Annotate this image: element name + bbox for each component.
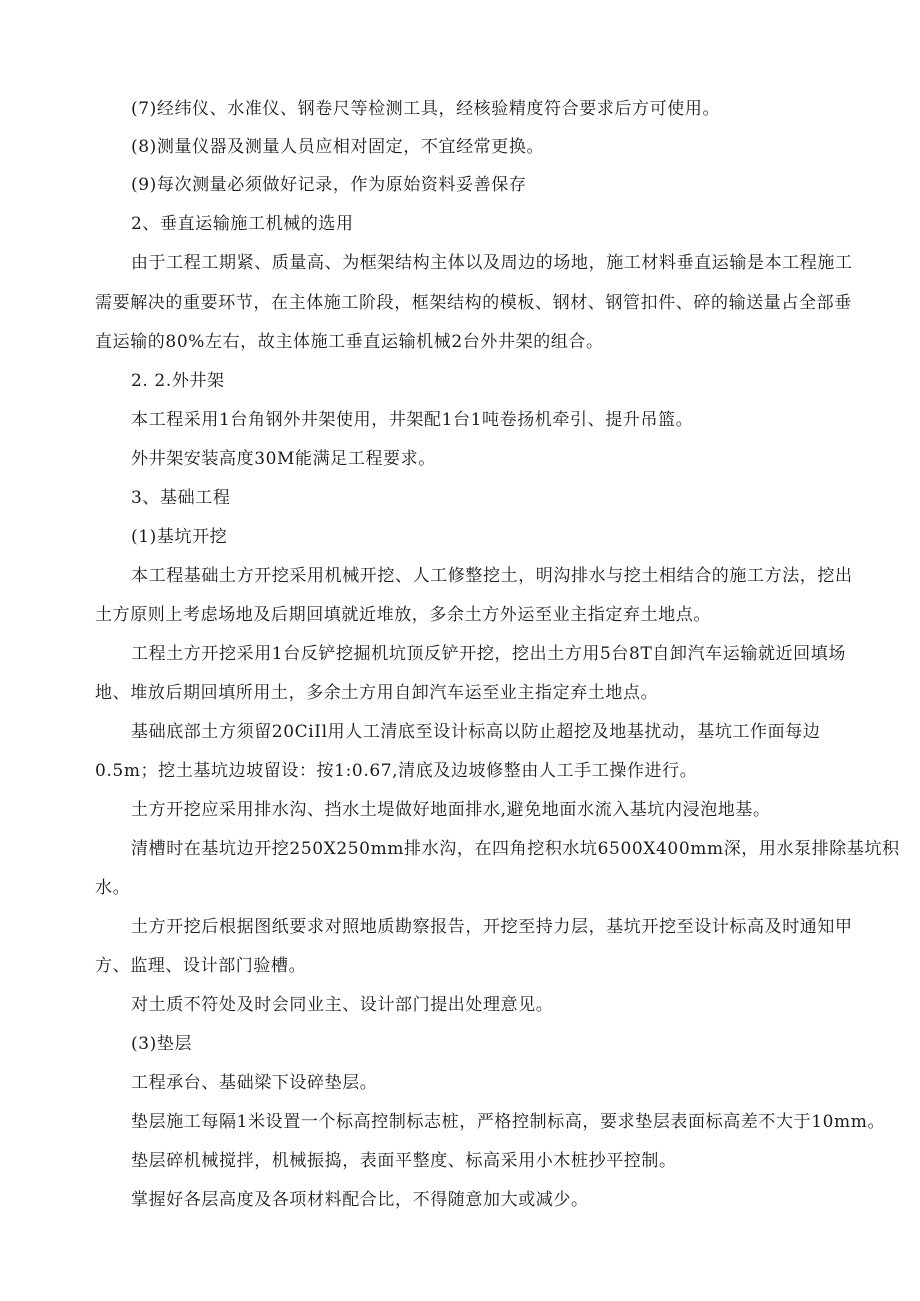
text-line: 外井架安装高度30M能满足工程要求。 xyxy=(131,449,436,469)
section-heading: (3)垫层 xyxy=(131,1034,193,1054)
text-line: 土方原则上考虑场地及后期回填就近堆放，多余土方外运至业主指定弃土地点。 xyxy=(95,605,711,625)
section-heading: 3、基础工程 xyxy=(131,488,231,508)
text-line: 地、堆放后期回填所用土，多余土方用自卸汽车运至业主指定弃土地点。 xyxy=(95,683,659,703)
text-line: 水。 xyxy=(95,878,131,898)
text-line: 土方开挖应采用排水沟、挡水土堤做好地面排水,避免地面水流入基坑内浸泡地基。 xyxy=(131,800,771,820)
text-line: 垫层施工每隔1米设置一个标高控制标志桩，严格控制标高，要求垫层表面标高差不大于10mm。 xyxy=(131,1112,886,1132)
text-line: (8)测量仪器及测量人员应相对固定，不宜经常更换。 xyxy=(131,137,545,157)
text-line: 工程土方开挖采用1台反铲挖掘机坑顶反铲开挖，挖出土方用5台8T自卸汽车运输就近回填场 xyxy=(131,644,846,664)
text-line: 清槽时在基坑边开挖250X250mm排水沟，在四角挖积水坑6500X400mm深，用水泵排除基坑积 xyxy=(131,839,900,859)
text-line: 土方开挖后根据图纸要求对照地质勘察报告，开挖至持力层，基坑开挖至设计标高及时通知甲 xyxy=(131,917,853,937)
text-line: 需要解决的重要环节，在主体施工阶段，框架结构的模板、钢材、钢管扣件、碎的输送量占全部垂 xyxy=(95,293,852,313)
text-line: 掌握好各层高度及各项材料配合比，不得随意加大或减少。 xyxy=(131,1190,589,1210)
text-line: (9)每次测量必须做好记录，作为原始资料妥善保存 xyxy=(131,175,527,195)
text-line: 本工程基础土方开挖采用机械开挖、人工修整挖土，明沟排水与挖土相结合的施工方法，挖出 xyxy=(131,566,853,586)
section-heading: (1)基坑开挖 xyxy=(131,527,228,547)
text-line: 工程承台、基础梁下设碎垫层。 xyxy=(131,1073,378,1093)
section-heading: 2、垂直运输施工机械的选用 xyxy=(131,214,354,234)
text-line: (7)经纬仪、水准仪、钢卷尺等检测工具，经核验精度符合要求后方可使用。 xyxy=(131,99,721,119)
text-line: 本工程采用1台角钢外井架使用，井架配1台1吨卷扬机牵引、提升吊篮。 xyxy=(131,410,694,430)
section-heading: 2. 2.外井架 xyxy=(131,371,225,391)
text-line: 对土质不符处及时会同业主、设计部门提出处理意见。 xyxy=(131,995,554,1015)
text-line: 由于工程工期紧、质量高、为框架结构主体以及周边的场地，施工材料垂直运输是本工程施工 xyxy=(131,253,853,273)
text-line: 方、监理、设计部门验槽。 xyxy=(95,956,307,976)
text-line: 垫层碎机械搅拌，机械振捣，表面平整度、标高采用小木桩抄平控制。 xyxy=(131,1151,677,1171)
text-line: 基础底部土方须留20CiIl用人工清底至设计标高以防止超挖及地基扰动，基坑工作面每边 xyxy=(131,722,821,742)
text-line: 0.5m；挖土基坑边坡留设：按1:0.67,清底及边坡修整由人工手工操作进行。 xyxy=(95,761,698,781)
text-line: 直运输的80%左右，故主体施工垂直运输机械2台外井架的组合。 xyxy=(95,332,604,352)
